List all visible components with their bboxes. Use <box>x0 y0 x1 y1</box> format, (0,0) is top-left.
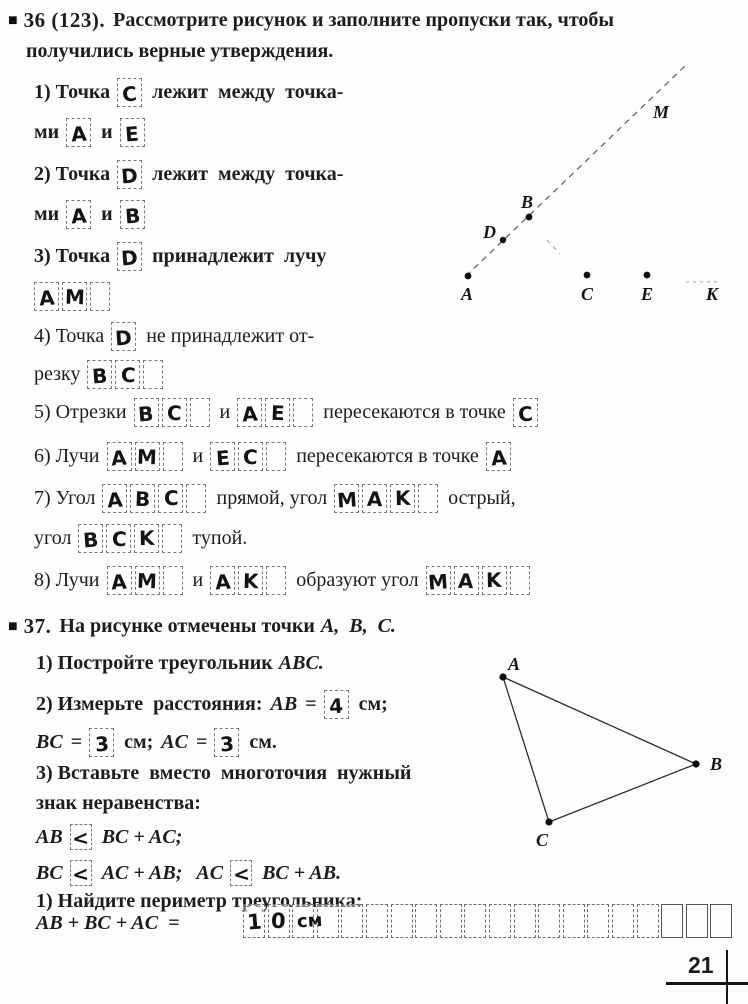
answer-cell[interactable]: A <box>66 118 91 147</box>
point-d <box>500 237 506 243</box>
ex36-item-3-line2 <box>34 282 120 311</box>
math-text: BC <box>36 861 63 884</box>
answer-box <box>111 322 139 351</box>
point-label-c: C <box>581 284 594 304</box>
point-label-k: K <box>706 284 719 304</box>
exercise-36-header <box>8 8 614 33</box>
answer-cell[interactable]: B <box>87 360 112 389</box>
answer-cell[interactable] <box>510 566 530 595</box>
item-text: и <box>101 203 113 225</box>
answer-cell[interactable]: M <box>334 484 359 513</box>
exercise-marker-icon: ■ <box>8 617 18 635</box>
title-text: получились верные утверждения. <box>26 40 334 62</box>
answer-cell[interactable]: D <box>111 322 136 351</box>
answer-box <box>70 860 95 886</box>
ex36-item-6 <box>34 442 521 471</box>
answer-cell[interactable]: A <box>486 442 511 471</box>
faint-segment-b-c <box>547 240 560 254</box>
item-text: ми <box>34 121 60 143</box>
answer-box <box>107 442 186 471</box>
math-text: BC <box>36 731 63 753</box>
ex37-inequality-2-3 <box>36 860 341 886</box>
answer-cell[interactable]: K <box>390 484 415 513</box>
exercise-37-number: 37. <box>23 614 52 638</box>
item-text: см. <box>249 731 277 753</box>
answer-cell[interactable] <box>266 566 286 595</box>
answer-box <box>513 398 541 427</box>
answer-cell[interactable]: M <box>135 566 160 595</box>
answer-cell[interactable] <box>563 904 585 938</box>
answer-cell[interactable]: 3 <box>89 728 114 757</box>
answer-cell[interactable]: C <box>513 398 538 427</box>
triangle-diagram <box>430 645 748 875</box>
ray-diagram <box>398 52 748 304</box>
answer-box <box>486 442 514 471</box>
answer-box <box>214 728 242 757</box>
answer-box <box>66 200 94 229</box>
answer-cell[interactable]: < <box>231 861 251 887</box>
item-text: лежит между точка- <box>152 163 344 185</box>
triangle-abc <box>503 677 696 822</box>
item-text: знак неравенства: <box>36 792 201 814</box>
point-label-d: D <box>483 222 496 242</box>
item-text: 8) Лучи <box>34 569 100 591</box>
answer-box <box>134 398 213 427</box>
answer-cell[interactable] <box>418 484 438 513</box>
answer-cell[interactable] <box>661 904 683 938</box>
item-text: и <box>192 445 204 467</box>
item-text: 3) Точка <box>34 245 111 267</box>
ex37-item-2-line1 <box>36 690 388 719</box>
answer-cell[interactable]: D <box>117 242 142 271</box>
item-text: 2) Измерьте расстояния: <box>36 693 263 715</box>
item-text: и <box>219 401 231 423</box>
item-text: 1) Найдите периметр треугольника: <box>36 890 363 912</box>
ex36-item-7-line1 <box>34 484 516 513</box>
answer-cell[interactable]: K <box>134 524 159 553</box>
equals-sign: = <box>70 731 83 753</box>
answer-cell[interactable]: 0 <box>268 904 290 938</box>
point-a <box>465 273 472 280</box>
answer-cell[interactable]: E <box>265 398 290 427</box>
ex36-item-4-line2 <box>34 360 173 389</box>
answer-cell[interactable]: < <box>71 861 90 887</box>
answer-cell[interactable] <box>391 904 413 938</box>
point-label-c: C <box>536 830 549 850</box>
item-text: пересекаются в точке <box>296 445 479 467</box>
exercise-36-title-line2 <box>26 40 333 63</box>
math-text: ABC. <box>278 652 324 674</box>
item-text: не принадлежит от- <box>146 325 315 347</box>
answer-cell[interactable] <box>587 904 609 938</box>
answer-cell[interactable] <box>266 442 286 471</box>
math-text: BC + AC; <box>101 825 183 848</box>
item-text: 3) Вставьте вместо многоточия нужный <box>36 762 412 784</box>
answer-cell[interactable] <box>637 904 659 938</box>
answer-cell[interactable]: 1 <box>243 904 265 938</box>
ex37-inequality-1 <box>36 824 182 850</box>
point-label-m: M <box>653 102 670 122</box>
answer-cell[interactable]: M <box>62 282 87 311</box>
point-label-a: A <box>461 284 474 304</box>
math-text: AC + AB; <box>101 861 183 884</box>
ex36-item-1-line2 <box>34 118 155 147</box>
page-number: 21 <box>688 952 714 978</box>
answer-cell[interactable]: K <box>238 566 263 595</box>
point-b <box>526 214 533 221</box>
item-text: принадлежит лучу <box>152 245 327 267</box>
answer-cell[interactable]: C <box>158 484 183 513</box>
exercise-37-header <box>8 614 396 639</box>
answer-cell[interactable] <box>415 904 437 938</box>
point-c <box>584 272 591 279</box>
exercise-36-number: 36 (123). <box>23 8 106 32</box>
item-text: ми <box>34 203 60 225</box>
answer-box <box>120 118 148 147</box>
exercise-37-title: На рисунке отмечены точки <box>59 615 315 637</box>
page-corner-mark <box>726 950 728 1004</box>
item-text: см; <box>358 693 388 715</box>
title-points: A, B, C. <box>320 615 396 637</box>
answer-cell[interactable] <box>143 360 163 389</box>
answer-cell[interactable]: B <box>130 484 155 513</box>
ex36-item-8 <box>34 566 540 595</box>
answer-cell[interactable] <box>514 904 536 938</box>
answer-cell[interactable]: C <box>117 78 142 107</box>
answer-cell[interactable] <box>90 282 110 311</box>
answer-cell[interactable]: B <box>120 200 145 229</box>
ray-a-m <box>466 66 685 276</box>
equals-sign: = <box>305 693 317 715</box>
answer-box <box>107 566 186 595</box>
item-text: пересекаются в точке <box>323 401 506 423</box>
answer-cell[interactable] <box>538 904 560 938</box>
answer-box <box>117 78 145 107</box>
answer-cell[interactable]: < <box>71 825 90 851</box>
item-text: резку <box>34 363 81 385</box>
answer-cell[interactable]: K <box>482 566 507 595</box>
answer-box <box>120 200 148 229</box>
ex36-item-4-line1 <box>34 322 314 351</box>
ex37-item-2-line2 <box>36 728 277 757</box>
item-text: 6) Лучи <box>34 445 100 467</box>
answer-cell[interactable]: A <box>107 442 132 471</box>
item-text: и <box>192 569 204 591</box>
item-text: тупой. <box>192 527 248 549</box>
answer-cell[interactable]: A <box>210 566 235 595</box>
answer-box <box>210 566 289 595</box>
answer-box <box>426 566 533 595</box>
answer-cell[interactable] <box>186 484 206 513</box>
answer-box <box>237 398 316 427</box>
answer-box <box>117 242 145 271</box>
answer-cell[interactable]: D <box>117 160 142 189</box>
answer-cell[interactable] <box>162 524 182 553</box>
point-label-e: E <box>641 284 654 304</box>
equals-sign: = <box>195 731 208 753</box>
item-text: 1) Постройте треугольник <box>36 652 273 674</box>
answer-cell[interactable] <box>163 566 183 595</box>
answer-cell[interactable]: C <box>115 360 140 389</box>
answer-cell[interactable]: C <box>106 524 131 553</box>
ex36-item-2-line1 <box>34 160 343 189</box>
answer-cell[interactable]: C <box>238 442 263 471</box>
item-text: образуют угол <box>296 569 419 591</box>
answer-cell[interactable] <box>366 904 388 938</box>
answer-cell[interactable]: M <box>426 566 451 595</box>
answer-cell[interactable] <box>293 398 313 427</box>
answer-box <box>102 484 209 513</box>
answer-cell[interactable]: 3 <box>214 728 239 757</box>
answer-cell[interactable]: A <box>34 282 59 311</box>
item-text: и <box>101 121 113 143</box>
answer-cell[interactable] <box>440 904 462 938</box>
answer-cell[interactable] <box>686 904 708 938</box>
point-a <box>499 673 506 680</box>
answer-cell[interactable] <box>612 904 634 938</box>
answer-cell[interactable]: B <box>78 524 103 553</box>
item-text: угол <box>34 527 72 549</box>
answer-cell[interactable]: E <box>120 118 145 147</box>
ex37-item-3-line2 <box>36 792 201 815</box>
answer-cell[interactable]: M <box>135 442 160 471</box>
point-label-b: B <box>710 754 723 774</box>
exercise-marker-icon: ■ <box>8 11 18 29</box>
math-text: BC + AB. <box>262 861 342 884</box>
point-e <box>644 272 651 279</box>
point-b <box>692 760 699 767</box>
item-text: лежит между точка- <box>152 81 344 103</box>
answer-cell[interactable] <box>190 398 210 427</box>
answer-box <box>117 160 145 189</box>
answer-cell[interactable] <box>489 904 511 938</box>
math-text: AB + BC + AC = <box>36 912 180 934</box>
answer-cell[interactable]: C <box>162 398 187 427</box>
answer-box <box>89 728 117 757</box>
answer-cell[interactable]: 4 <box>324 690 349 719</box>
answer-box <box>87 360 166 389</box>
answer-box <box>70 824 95 850</box>
item-text: см; <box>124 731 154 753</box>
item-text: 4) Точка <box>34 325 105 347</box>
answer-box <box>78 524 185 553</box>
point-label-b: B <box>521 192 534 212</box>
ex36-item-7-line2 <box>34 524 247 553</box>
math-text: AB <box>36 825 63 848</box>
item-text: 2) Точка <box>34 163 111 185</box>
answer-cell[interactable]: B <box>134 398 159 427</box>
ex36-item-2-line2 <box>34 200 155 229</box>
item-text: 7) Угол <box>34 487 96 509</box>
math-text: AC <box>196 861 224 884</box>
ex37-item-1 <box>36 652 324 675</box>
item-text: 5) Отрезки <box>34 401 127 423</box>
page-number-rule <box>666 982 748 985</box>
answer-cell[interactable] <box>341 904 363 938</box>
answer-cell[interactable] <box>163 442 183 471</box>
answer-box <box>324 690 352 719</box>
answer-cell[interactable]: E <box>210 442 235 471</box>
ex37-item-3-line1 <box>36 762 411 785</box>
answer-cell[interactable]: A <box>66 200 91 229</box>
answer-box <box>334 484 441 513</box>
answer-box <box>34 282 113 311</box>
ex36-item-1-line1 <box>34 78 343 107</box>
item-text: прямой, угол <box>216 487 328 509</box>
perimeter-answer-strip <box>243 904 735 938</box>
ex36-item-3-line1 <box>34 242 326 271</box>
answer-cell[interactable]: A <box>237 398 262 427</box>
ex36-item-5 <box>34 398 548 427</box>
ex37-perimeter-left <box>36 912 180 935</box>
answer-box <box>66 118 94 147</box>
item-text: 1) Точка <box>34 81 111 103</box>
answer-cell[interactable]: A <box>102 484 127 513</box>
answer-cell[interactable] <box>464 904 486 938</box>
answer-cell[interactable]: A <box>107 566 132 595</box>
answer-cell[interactable]: см <box>292 904 314 938</box>
point-c <box>545 818 552 825</box>
item-text: острый, <box>448 487 516 509</box>
answer-cell[interactable]: A <box>362 484 387 513</box>
answer-cell[interactable] <box>710 904 732 938</box>
exercise-36-title-line1: Рассмотрите рисунок и заполните пропуски так, чтобы <box>113 9 615 31</box>
answer-box <box>210 442 289 471</box>
answer-box <box>230 860 255 886</box>
point-label-a: A <box>508 654 521 674</box>
answer-cell[interactable]: A <box>454 566 479 595</box>
math-text: AB <box>270 693 298 715</box>
math-text: AC <box>161 731 188 753</box>
